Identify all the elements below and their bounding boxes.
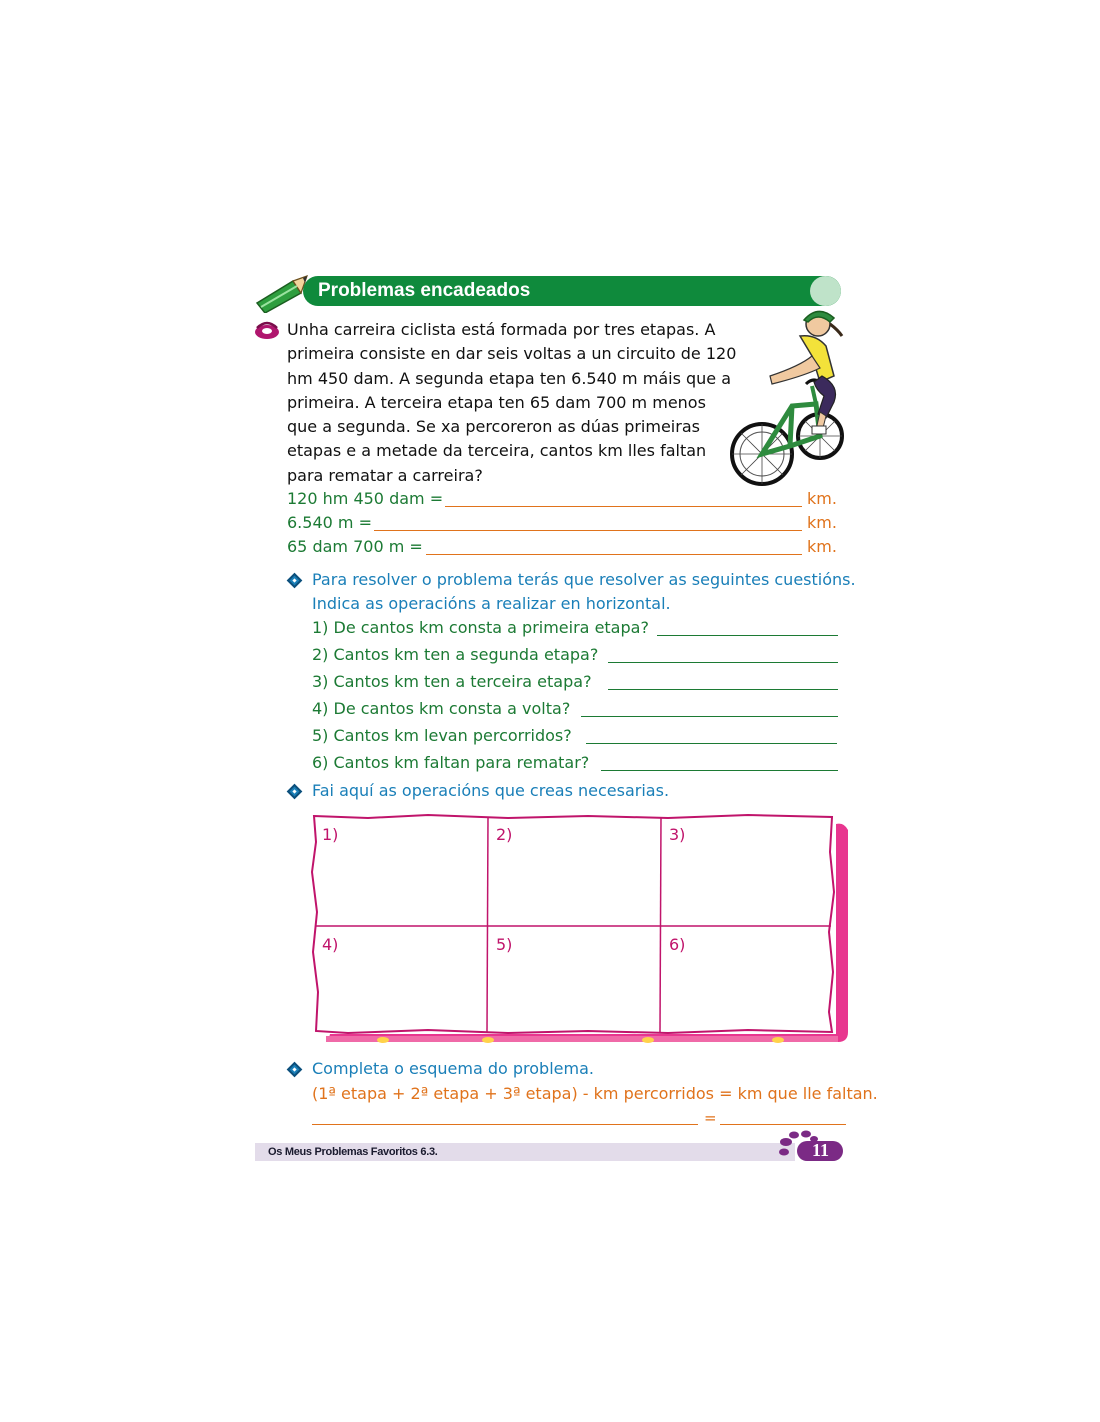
section1-instruction: Para resolver o problema terás que resolver as seguintes cuestións. xyxy=(312,570,856,589)
question-5: 5) Cantos km levan percorridos? xyxy=(312,726,572,745)
section3-instruction: Completa o esquema do problema. xyxy=(312,1059,594,1078)
problem-statement xyxy=(287,318,736,488)
answer-line-6[interactable] xyxy=(601,770,838,771)
diamond-bullet-icon xyxy=(287,1062,303,1078)
problem-line: que a segunda. Se xa percoreron as dúas primeiras xyxy=(287,417,700,437)
conversion-label-1: 120 hm 450 dam = xyxy=(287,489,444,508)
answer-line-1[interactable] xyxy=(657,635,838,636)
telephone-icon xyxy=(254,320,280,340)
scheme-answer-line-right[interactable] xyxy=(720,1124,846,1125)
equals-sign: = xyxy=(704,1109,717,1127)
answer-line-4[interactable] xyxy=(581,716,838,717)
answer-line-5[interactable] xyxy=(586,743,837,744)
answer-line-3[interactable] xyxy=(608,689,838,690)
header-circle-decoration xyxy=(810,276,841,306)
cell-label-3: 3) xyxy=(669,825,686,844)
conversion-answer-line-2[interactable] xyxy=(374,530,802,531)
operations-grid xyxy=(308,812,850,1048)
unit-label: km. xyxy=(807,513,837,532)
question-1: 1) De cantos km consta a primeira etapa? xyxy=(312,618,649,637)
problem-line: etapas e a metade da terceira, cantos km lles faltan xyxy=(287,441,707,461)
problem-line: primeira. A terceira etapa ten 65 dam 700 m menos xyxy=(287,392,706,412)
cell-label-4: 4) xyxy=(322,935,339,954)
question-2: 2) Cantos km ten a segunda etapa? xyxy=(312,645,599,664)
question-6: 6) Cantos km faltan para rematar? xyxy=(312,753,590,772)
footer-book-title: Os Meus Problemas Favoritos 6.3. xyxy=(268,1146,438,1158)
diamond-bullet-icon xyxy=(287,784,303,800)
question-3: 3) Cantos km ten a terceira etapa? xyxy=(312,672,592,691)
question-4: 4) De cantos km consta a volta? xyxy=(312,699,571,718)
cell-label-5: 5) xyxy=(496,935,513,954)
page-number: 11 xyxy=(812,1140,830,1160)
scheme-formula: (1ª etapa + 2ª etapa + 3ª etapa) - km percorridos = km que lle faltan. xyxy=(312,1084,878,1103)
problem-line: hm 450 dam. A segunda etapa ten 6.540 m máis que a xyxy=(287,368,732,388)
conversion-label-2: 6.540 m = xyxy=(287,513,372,532)
unit-label: km. xyxy=(807,537,837,556)
conversion-label-3: 65 dam 700 m = xyxy=(287,537,423,556)
cell-label-1: 1) xyxy=(322,825,339,844)
answer-line-2[interactable] xyxy=(608,662,838,663)
conversion-answer-line-3[interactable] xyxy=(426,554,802,555)
page-title: Problemas encadeados xyxy=(318,280,531,301)
unit-label: km. xyxy=(807,489,837,508)
problem-line: Unha carreira ciclista está formada por tres etapas. A xyxy=(287,320,716,339)
section2-instruction: Fai aquí as operacións que creas necesarias. xyxy=(312,781,670,800)
conversion-answer-line-1[interactable] xyxy=(445,506,802,507)
problem-line: para rematar a carreira? xyxy=(287,465,483,485)
cell-label-6: 6) xyxy=(669,935,686,954)
cell-label-2: 2) xyxy=(496,825,513,844)
problem-line: primeira consiste en dar seis voltas a un circuito de 120 xyxy=(287,344,737,364)
cyclist-illustration xyxy=(730,306,845,488)
scheme-answer-line-left[interactable] xyxy=(312,1124,698,1125)
section1-instruction-2: Indica as operacións a realizar en horizontal. xyxy=(312,594,671,613)
diamond-bullet-icon xyxy=(287,573,303,589)
